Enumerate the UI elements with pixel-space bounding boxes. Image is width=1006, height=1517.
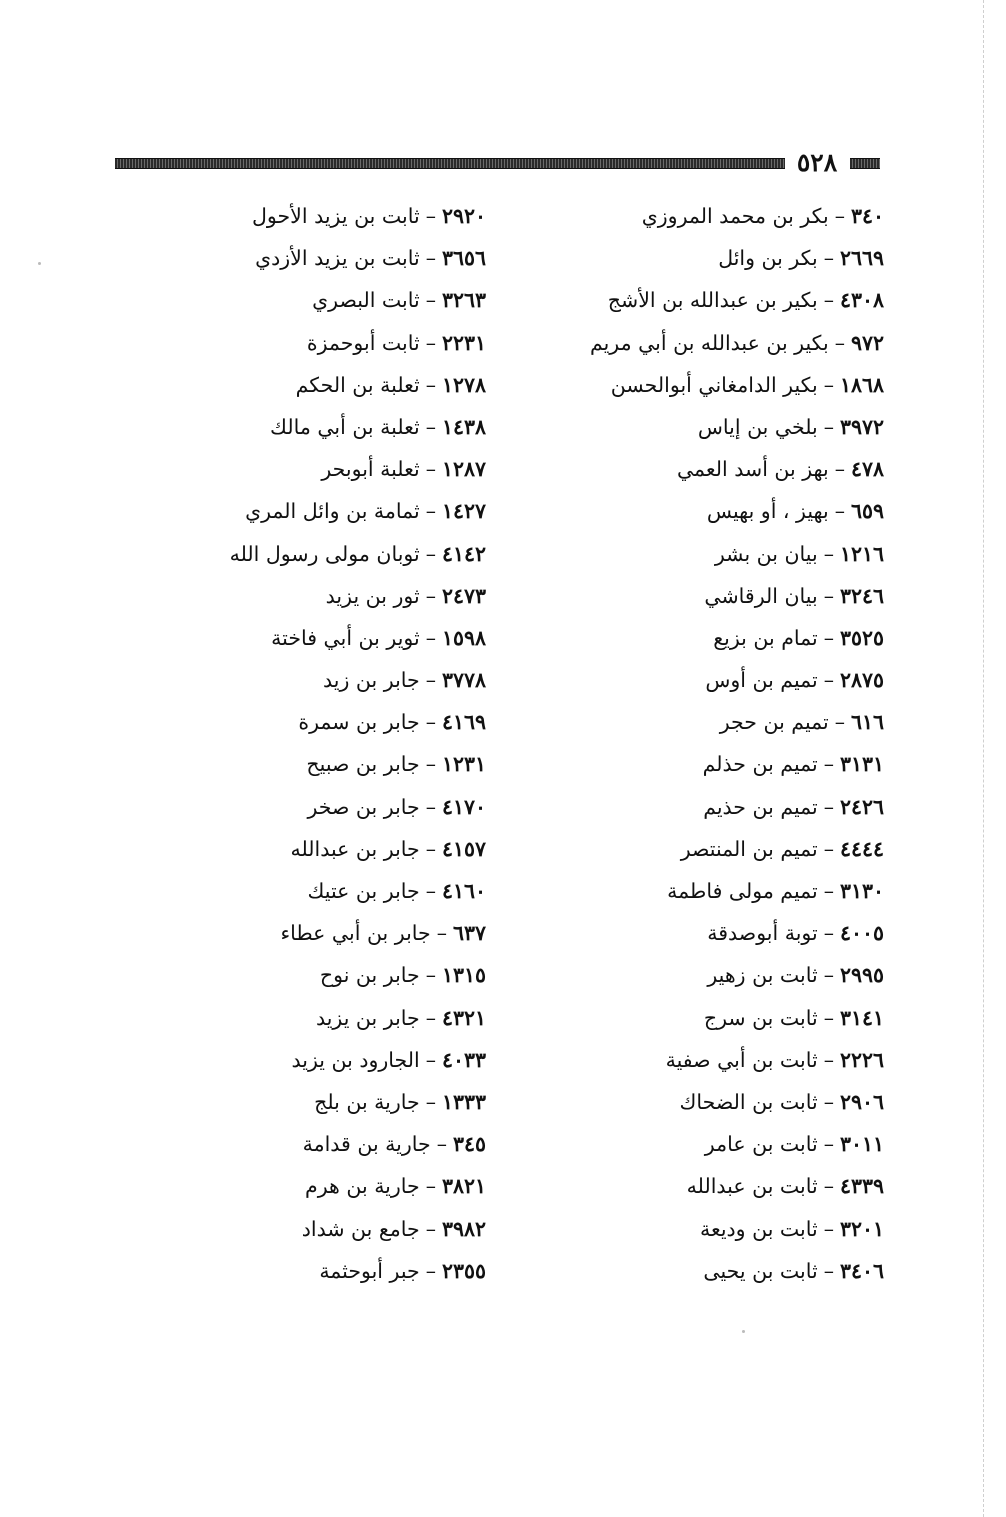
entry-name: تميم مولى فاطمة bbox=[667, 879, 818, 903]
entry-dash: – bbox=[425, 1005, 436, 1030]
entry-number: ٤٣٣٩ bbox=[839, 1174, 884, 1199]
index-entry bbox=[564, 406, 884, 448]
entry-name: جارية بن قدامة bbox=[302, 1132, 431, 1157]
entry-name: ثابت بن أبي صفية bbox=[665, 1047, 818, 1072]
entry-number: ١٢٧٨ bbox=[441, 372, 486, 397]
entry-dash: – bbox=[425, 414, 436, 439]
entry-number: ٣٠١١ bbox=[839, 1132, 884, 1157]
entry-dash: – bbox=[823, 246, 834, 271]
index-entry bbox=[564, 1250, 884, 1292]
entry-number: ١٤٢٧ bbox=[441, 499, 486, 524]
page-number: ٥٢٨ bbox=[796, 148, 838, 177]
index-entry bbox=[166, 617, 486, 659]
entry-name: بكر بن وائل bbox=[718, 246, 818, 271]
index-entry bbox=[166, 743, 486, 785]
entry-number: ٦٥٩ bbox=[850, 499, 884, 524]
index-entry bbox=[166, 954, 486, 996]
index-entry bbox=[564, 237, 884, 279]
entry-dash: – bbox=[823, 1089, 834, 1114]
entry-name: توبة أبوصدقة bbox=[707, 921, 818, 946]
entry-number: ٤١٧٠ bbox=[441, 794, 486, 819]
entry-name: ثابت بن سرج bbox=[703, 1005, 818, 1030]
index-entry bbox=[564, 533, 884, 575]
entry-name: بيان بن بشر bbox=[714, 541, 818, 566]
entry-dash: – bbox=[823, 1005, 834, 1030]
entry-name: جابر بن أبي عطاء bbox=[280, 921, 431, 946]
entry-dash: – bbox=[823, 625, 834, 650]
index-entry bbox=[564, 1123, 884, 1165]
entry-dash: – bbox=[425, 204, 436, 228]
entry-dash: – bbox=[425, 752, 436, 777]
entry-dash: – bbox=[823, 372, 834, 397]
entry-name: جارية بن بلج bbox=[314, 1089, 420, 1114]
index-entry bbox=[166, 490, 486, 532]
entry-name: ثعلبة أبوبحر bbox=[321, 457, 420, 482]
entry-number: ٣٢٦٣ bbox=[441, 288, 486, 313]
index-entry bbox=[166, 575, 486, 617]
entry-name: ثوبان مولى رسول الله bbox=[229, 541, 420, 566]
entry-dash: – bbox=[823, 668, 834, 693]
entry-dash: – bbox=[425, 246, 436, 271]
entry-name: جابر بن عتيك bbox=[307, 879, 420, 903]
entry-number: ٢٤٧٣ bbox=[441, 583, 486, 608]
entry-number: ٣٦٥٦ bbox=[441, 246, 486, 271]
entry-number: ١٣١٥ bbox=[441, 963, 486, 988]
entry-dash: – bbox=[425, 541, 436, 566]
entry-number: ٣٥٢٥ bbox=[839, 625, 884, 650]
entry-dash: – bbox=[823, 1258, 834, 1283]
entry-name: جبر أبوحثمة bbox=[319, 1258, 420, 1283]
entry-number: ٩٧٢ bbox=[850, 330, 884, 355]
entry-dash: – bbox=[823, 794, 834, 819]
index-entry bbox=[564, 954, 884, 996]
entry-dash: – bbox=[834, 710, 845, 735]
entry-dash: – bbox=[425, 1047, 436, 1072]
entry-number: ٣١٣١ bbox=[839, 752, 884, 777]
entry-dash: – bbox=[425, 288, 436, 313]
entry-name: ثابت بن يزيد الأزدي bbox=[255, 246, 420, 271]
entry-number: ٢٢٢٦ bbox=[839, 1047, 884, 1072]
index-entry bbox=[564, 322, 884, 364]
entry-name: جارية بن هرم bbox=[305, 1174, 420, 1199]
entry-name: جامع بن شداد bbox=[301, 1216, 420, 1241]
entry-number: ٢٩٩٥ bbox=[839, 963, 884, 988]
scan-speck bbox=[38, 262, 41, 265]
entry-number: ٤٠٣٣ bbox=[441, 1047, 486, 1072]
entry-name: جابر بن سمرة bbox=[298, 710, 420, 735]
entry-dash: – bbox=[823, 879, 834, 903]
entry-name: ثابت بن عامر bbox=[704, 1132, 818, 1157]
entry-dash: – bbox=[834, 204, 845, 228]
entry-number: ٣٩٧٢ bbox=[839, 414, 884, 439]
entry-number: ٤٣٢١ bbox=[441, 1005, 486, 1030]
entry-name: ثابت بن وديعة bbox=[699, 1216, 818, 1241]
entry-dash: – bbox=[425, 499, 436, 524]
entry-number: ١٢٨٧ bbox=[441, 457, 486, 482]
index-entry bbox=[564, 1165, 884, 1207]
entry-number: ٣٤٥ bbox=[452, 1132, 486, 1157]
entry-number: ٢٦٦٩ bbox=[839, 246, 884, 271]
index-entry bbox=[564, 195, 884, 237]
entry-dash: – bbox=[425, 583, 436, 608]
entry-number: ١٥٩٨ bbox=[441, 625, 486, 650]
entry-number: ٤٣٠٨ bbox=[839, 288, 884, 313]
entry-name: تميم بن حذلم bbox=[702, 752, 818, 777]
entry-dash: – bbox=[425, 668, 436, 693]
entry-name: بهز بن أسد العمي bbox=[676, 457, 829, 482]
index-entry bbox=[564, 1208, 884, 1250]
entry-number: ٣٧٧٨ bbox=[441, 668, 486, 693]
entry-name: بكر بن محمد المروزي bbox=[641, 204, 829, 228]
entry-number: ١٤٣٨ bbox=[441, 414, 486, 439]
entry-dash: – bbox=[425, 879, 436, 903]
entry-number: ٢٤٢٦ bbox=[839, 794, 884, 819]
entry-dash: – bbox=[823, 752, 834, 777]
entry-number: ٣١٤١ bbox=[839, 1005, 884, 1030]
entry-dash: – bbox=[425, 836, 436, 861]
entry-name: ثابت بن يحيى bbox=[703, 1258, 818, 1283]
entry-name: بلخي بن إياس bbox=[697, 414, 818, 439]
entry-name: ثعلبة بن أبي مالك bbox=[270, 414, 420, 439]
entry-name: جابر بن زيد bbox=[323, 668, 420, 693]
entry-dash: – bbox=[823, 1132, 834, 1157]
index-entry bbox=[564, 617, 884, 659]
entry-number: ٣٨٢١ bbox=[441, 1174, 486, 1199]
entry-name: ثابت أبوحمزة bbox=[306, 330, 420, 355]
page-header bbox=[115, 150, 880, 182]
entry-name: ثور بن يزيد bbox=[325, 583, 420, 608]
entry-number: ٣٢٤٦ bbox=[839, 583, 884, 608]
entry-dash: – bbox=[823, 836, 834, 861]
entry-number: ٤٧٨ bbox=[850, 457, 884, 482]
entry-name: جابر بن يزيد bbox=[315, 1005, 420, 1030]
entry-dash: – bbox=[823, 963, 834, 988]
index-entry bbox=[166, 870, 486, 912]
entry-number: ١٢٣١ bbox=[441, 752, 486, 777]
index-column-left bbox=[166, 195, 486, 1292]
index-entry bbox=[166, 1039, 486, 1081]
index-entry bbox=[166, 997, 486, 1039]
entry-number: ٣١٣٠ bbox=[839, 879, 884, 903]
index-entry bbox=[166, 195, 486, 237]
entry-number: ١٢١٦ bbox=[839, 541, 884, 566]
entry-number: ٣٤٠٦ bbox=[839, 1258, 884, 1283]
entry-name: بيان الرقاشي bbox=[704, 583, 818, 608]
entry-number: ٤١٤٢ bbox=[441, 541, 486, 566]
entry-dash: – bbox=[425, 1258, 436, 1283]
entry-name: ثابت بن عبدالله bbox=[686, 1174, 818, 1199]
entry-number: ٤٠٠٥ bbox=[839, 921, 884, 946]
index-entry bbox=[564, 828, 884, 870]
entry-dash: – bbox=[425, 710, 436, 735]
entry-number: ٤١٥٧ bbox=[441, 836, 486, 861]
entry-number: ٦٣٧ bbox=[452, 921, 486, 946]
index-entry bbox=[166, 364, 486, 406]
index-entry bbox=[166, 448, 486, 490]
header-rule bbox=[115, 158, 785, 169]
entry-number: ٣٤٠ bbox=[850, 204, 884, 228]
entry-dash: – bbox=[834, 499, 845, 524]
entry-name: جابر بن صبيح bbox=[306, 752, 420, 777]
index-entry bbox=[564, 786, 884, 828]
entry-dash: – bbox=[823, 583, 834, 608]
index-entry bbox=[564, 490, 884, 532]
entry-number: ١٨٦٨ bbox=[839, 372, 884, 397]
index-entry bbox=[564, 1081, 884, 1123]
entry-name: جابر بن عبدالله bbox=[290, 836, 420, 861]
entry-name: تميم بن أوس bbox=[705, 668, 818, 693]
index-entry bbox=[564, 364, 884, 406]
entry-dash: – bbox=[823, 288, 834, 313]
index-entry bbox=[166, 1081, 486, 1123]
entry-name: جابر بن نوح bbox=[319, 963, 420, 988]
index-entry bbox=[166, 1123, 486, 1165]
index-entry bbox=[564, 279, 884, 321]
entry-dash: – bbox=[436, 1132, 447, 1157]
index-entry bbox=[166, 1165, 486, 1207]
entry-name: تمام بن بزيع bbox=[713, 625, 818, 650]
entry-dash: – bbox=[834, 457, 845, 482]
entry-dash: – bbox=[425, 794, 436, 819]
entry-name: ثعلبة بن الحكم bbox=[295, 372, 420, 397]
entry-name: تميم بن حجر bbox=[719, 710, 829, 735]
index-column-right bbox=[564, 195, 884, 1292]
entry-dash: – bbox=[425, 1089, 436, 1114]
entry-number: ٤١٦٩ bbox=[441, 710, 486, 735]
entry-dash: – bbox=[425, 625, 436, 650]
entry-number: ٢٩٠٦ bbox=[839, 1089, 884, 1114]
page-edge bbox=[982, 0, 984, 1517]
entry-name: الجارود بن يزيد bbox=[291, 1047, 420, 1072]
entry-name: ثوير بن أبي فاختة bbox=[271, 625, 420, 650]
entry-dash: – bbox=[834, 330, 845, 355]
scan-speck bbox=[742, 1330, 745, 1333]
index-entry bbox=[564, 701, 884, 743]
entry-name: بكير الدامغاني أبوالحسن bbox=[610, 372, 818, 397]
entry-dash: – bbox=[823, 414, 834, 439]
index-entry bbox=[564, 1039, 884, 1081]
entry-dash: – bbox=[425, 1174, 436, 1199]
entry-name: تميم بن المنتصر bbox=[680, 836, 818, 861]
entry-dash: – bbox=[823, 1047, 834, 1072]
index-entry bbox=[564, 870, 884, 912]
entry-name: جابر بن صخر bbox=[307, 794, 420, 819]
entry-number: ١٣٣٣ bbox=[441, 1089, 486, 1114]
entry-number: ٢٣٥٥ bbox=[441, 1258, 486, 1283]
index-entry bbox=[166, 786, 486, 828]
entry-dash: – bbox=[823, 1216, 834, 1241]
index-entry bbox=[564, 659, 884, 701]
entry-dash: – bbox=[425, 963, 436, 988]
index-entry bbox=[166, 237, 486, 279]
entry-number: ٣٢٠١ bbox=[839, 1216, 884, 1241]
entry-dash: – bbox=[823, 541, 834, 566]
index-entry bbox=[564, 912, 884, 954]
index-entry bbox=[166, 912, 486, 954]
entry-name: ثمامة بن وائل المري bbox=[245, 499, 420, 524]
index-entry bbox=[564, 743, 884, 785]
entry-name: بكير بن عبدالله بن أبي مريم bbox=[589, 330, 829, 355]
entry-number: ٢٨٧٥ bbox=[839, 668, 884, 693]
entry-name: ثابت بن يزيد الأحول bbox=[252, 204, 420, 228]
entry-number: ٢٢٣١ bbox=[441, 330, 486, 355]
index-entry bbox=[564, 448, 884, 490]
index-entry bbox=[564, 575, 884, 617]
entry-number: ٦١٦ bbox=[850, 710, 884, 735]
entry-dash: – bbox=[425, 372, 436, 397]
index-entry bbox=[166, 406, 486, 448]
entry-dash: – bbox=[823, 1174, 834, 1199]
entry-dash: – bbox=[436, 921, 447, 946]
index-entry bbox=[166, 533, 486, 575]
entry-dash: – bbox=[425, 330, 436, 355]
entry-number: ٢٩٢٠ bbox=[441, 204, 486, 228]
entry-name: بكير بن عبدالله بن الأشج bbox=[607, 288, 818, 313]
index-entry bbox=[166, 828, 486, 870]
header-rule-end bbox=[850, 158, 880, 169]
index-entry bbox=[166, 279, 486, 321]
entry-number: ٤١٦٠ bbox=[441, 879, 486, 903]
index-entry bbox=[166, 322, 486, 364]
entry-number: ٣٩٨٢ bbox=[441, 1216, 486, 1241]
entry-number: ٤٤٤٤ bbox=[839, 836, 884, 861]
entry-name: بهيز ، أو بهيس bbox=[706, 499, 829, 524]
index-entry bbox=[166, 701, 486, 743]
entry-dash: – bbox=[425, 1216, 436, 1241]
entry-name: ثابت بن زهير bbox=[707, 963, 818, 988]
index-entry bbox=[166, 1250, 486, 1292]
entry-name: ثابت البصري bbox=[312, 288, 420, 313]
index-entry bbox=[166, 659, 486, 701]
entry-dash: – bbox=[425, 457, 436, 482]
entry-name: ثابت بن الضحاك bbox=[679, 1089, 818, 1114]
entry-dash: – bbox=[823, 921, 834, 946]
index-entry bbox=[564, 997, 884, 1039]
index-entry bbox=[166, 1208, 486, 1250]
entry-name: تميم بن حذيم bbox=[703, 794, 818, 819]
